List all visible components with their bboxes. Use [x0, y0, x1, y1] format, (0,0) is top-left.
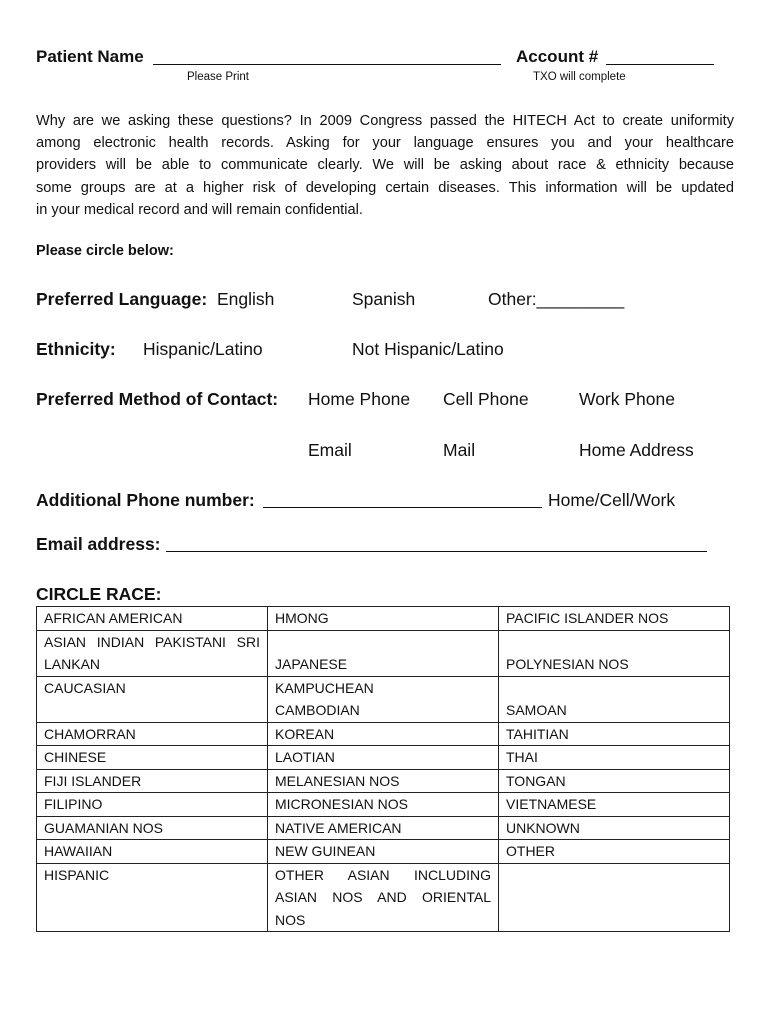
contact-option-email[interactable]: Email — [308, 440, 352, 460]
race-option-tongan[interactable]: TONGAN — [499, 769, 730, 793]
email-address-field[interactable] — [166, 536, 707, 552]
patient-name-label: Patient Name — [36, 47, 144, 66]
please-print-note: Please Print — [187, 71, 250, 83]
intro-line: in your medical record and will remain confidential. — [36, 201, 363, 218]
intro-paragraph — [36, 110, 734, 221]
race-title: CIRCLE RACE: — [36, 584, 162, 604]
race-option-text: NOS — [275, 911, 306, 928]
additional-phone-field[interactable] — [263, 492, 542, 508]
race-option-polynesian[interactable] — [499, 630, 730, 676]
race-option-tahitian[interactable]: TAHITIAN — [499, 722, 730, 746]
intro-line: among electronic health records. Asking for your language ensures you and your healthcare — [36, 135, 734, 152]
account-label: Account # — [516, 47, 599, 66]
race-option-korean[interactable]: KOREAN — [268, 722, 499, 746]
race-option-vietnamese[interactable]: VIETNAMESE — [499, 793, 730, 817]
race-option-unknown[interactable]: UNKNOWN — [499, 816, 730, 840]
race-option-native-american[interactable]: NATIVE AMERICAN — [268, 816, 499, 840]
race-option-hawaiian[interactable]: HAWAIIAN — [37, 840, 268, 864]
race-empty-cell — [499, 863, 730, 932]
intro-line: some groups are at a higher risk of developing certain diseases. This information will be updated — [36, 179, 734, 196]
race-option-hmong[interactable]: HMONG — [268, 607, 499, 631]
race-option-text: CAUCASIAN — [44, 679, 126, 696]
race-option-asian-indian[interactable] — [37, 630, 268, 676]
race-option-text: LANKAN — [44, 656, 101, 672]
contact-option-work-phone[interactable]: Work Phone — [579, 389, 675, 409]
race-option-chinese[interactable]: CHINESE — [37, 746, 268, 770]
language-label: Preferred Language: — [36, 289, 208, 309]
additional-phone-label: Additional Phone number: — [36, 490, 255, 510]
race-option-hispanic[interactable] — [37, 863, 268, 932]
contact-option-mail[interactable]: Mail — [443, 440, 476, 460]
race-option-japanese[interactable] — [268, 630, 499, 676]
race-option-melanesian[interactable]: MELANESIAN NOS — [268, 769, 499, 793]
contact-option-cell-phone[interactable]: Cell Phone — [443, 389, 529, 409]
language-option-spanish[interactable]: Spanish — [352, 289, 416, 309]
race-option-african-american[interactable]: AFRICAN AMERICAN — [37, 607, 268, 631]
race-option-text: KAMPUCHEAN — [275, 679, 374, 696]
ethnicity-label: Ethnicity: — [36, 339, 116, 359]
patient-name-field[interactable] — [153, 49, 501, 65]
instruction-text: Please circle below: — [36, 243, 174, 259]
language-option-other[interactable]: Other:_________ — [488, 289, 625, 309]
race-option-text: OTHER ASIAN INCLUDING — [275, 866, 491, 883]
race-option-caucasian[interactable] — [37, 676, 268, 722]
intro-line: providers will be able to communicate clearly. We will be asking about race & ethnicity because — [36, 157, 734, 174]
race-option-laotian[interactable]: LAOTIAN — [268, 746, 499, 770]
txo-note: TXO will complete — [533, 71, 626, 83]
contact-label: Preferred Method of Contact: — [36, 389, 279, 409]
race-option-pacific-islander[interactable]: PACIFIC ISLANDER NOS — [499, 607, 730, 631]
race-option-new-guinean[interactable]: NEW GUINEAN — [268, 840, 499, 864]
race-option-text: POLYNESIAN NOS — [506, 656, 629, 672]
race-option-filipino[interactable]: FILIPINO — [37, 793, 268, 817]
race-option-text: SAMOAN — [506, 702, 567, 718]
race-option-other-asian[interactable] — [268, 863, 499, 932]
race-option-text: HISPANIC — [44, 866, 110, 883]
race-option-guamanian[interactable]: GUAMANIAN NOS — [37, 816, 268, 840]
language-option-english[interactable]: English — [217, 289, 275, 309]
race-option-thai[interactable]: THAI — [499, 746, 730, 770]
ethnicity-option-not-hispanic[interactable]: Not Hispanic/Latino — [352, 339, 504, 359]
race-table — [36, 606, 730, 932]
race-option-fiji-islander[interactable]: FIJI ISLANDER — [37, 769, 268, 793]
race-option-chamorran[interactable]: CHAMORRAN — [37, 722, 268, 746]
race-option-text: JAPANESE — [275, 656, 348, 672]
race-option-text: ASIAN NOS AND ORIENTAL — [275, 889, 491, 905]
phone-type-options[interactable]: Home/Cell/Work — [548, 490, 676, 510]
race-option-other[interactable]: OTHER — [499, 840, 730, 864]
account-field[interactable] — [606, 49, 714, 65]
race-option-kampuchean-cambodian[interactable] — [268, 676, 499, 722]
race-option-text: CAMBODIAN — [275, 702, 360, 718]
contact-option-home-phone[interactable]: Home Phone — [308, 389, 411, 409]
race-option-micronesian[interactable]: MICRONESIAN NOS — [268, 793, 499, 817]
race-option-text: ASIAN INDIAN PAKISTANI SRI — [44, 633, 260, 650]
contact-option-home-address[interactable]: Home Address — [579, 440, 694, 460]
intro-line: Why are we asking these questions? In 2009 Congress passed the HITECH Act to create uniformity — [36, 113, 734, 129]
email-address-label: Email address: — [36, 534, 161, 554]
race-option-samoan[interactable] — [499, 676, 730, 722]
ethnicity-option-hispanic[interactable]: Hispanic/Latino — [143, 339, 263, 359]
